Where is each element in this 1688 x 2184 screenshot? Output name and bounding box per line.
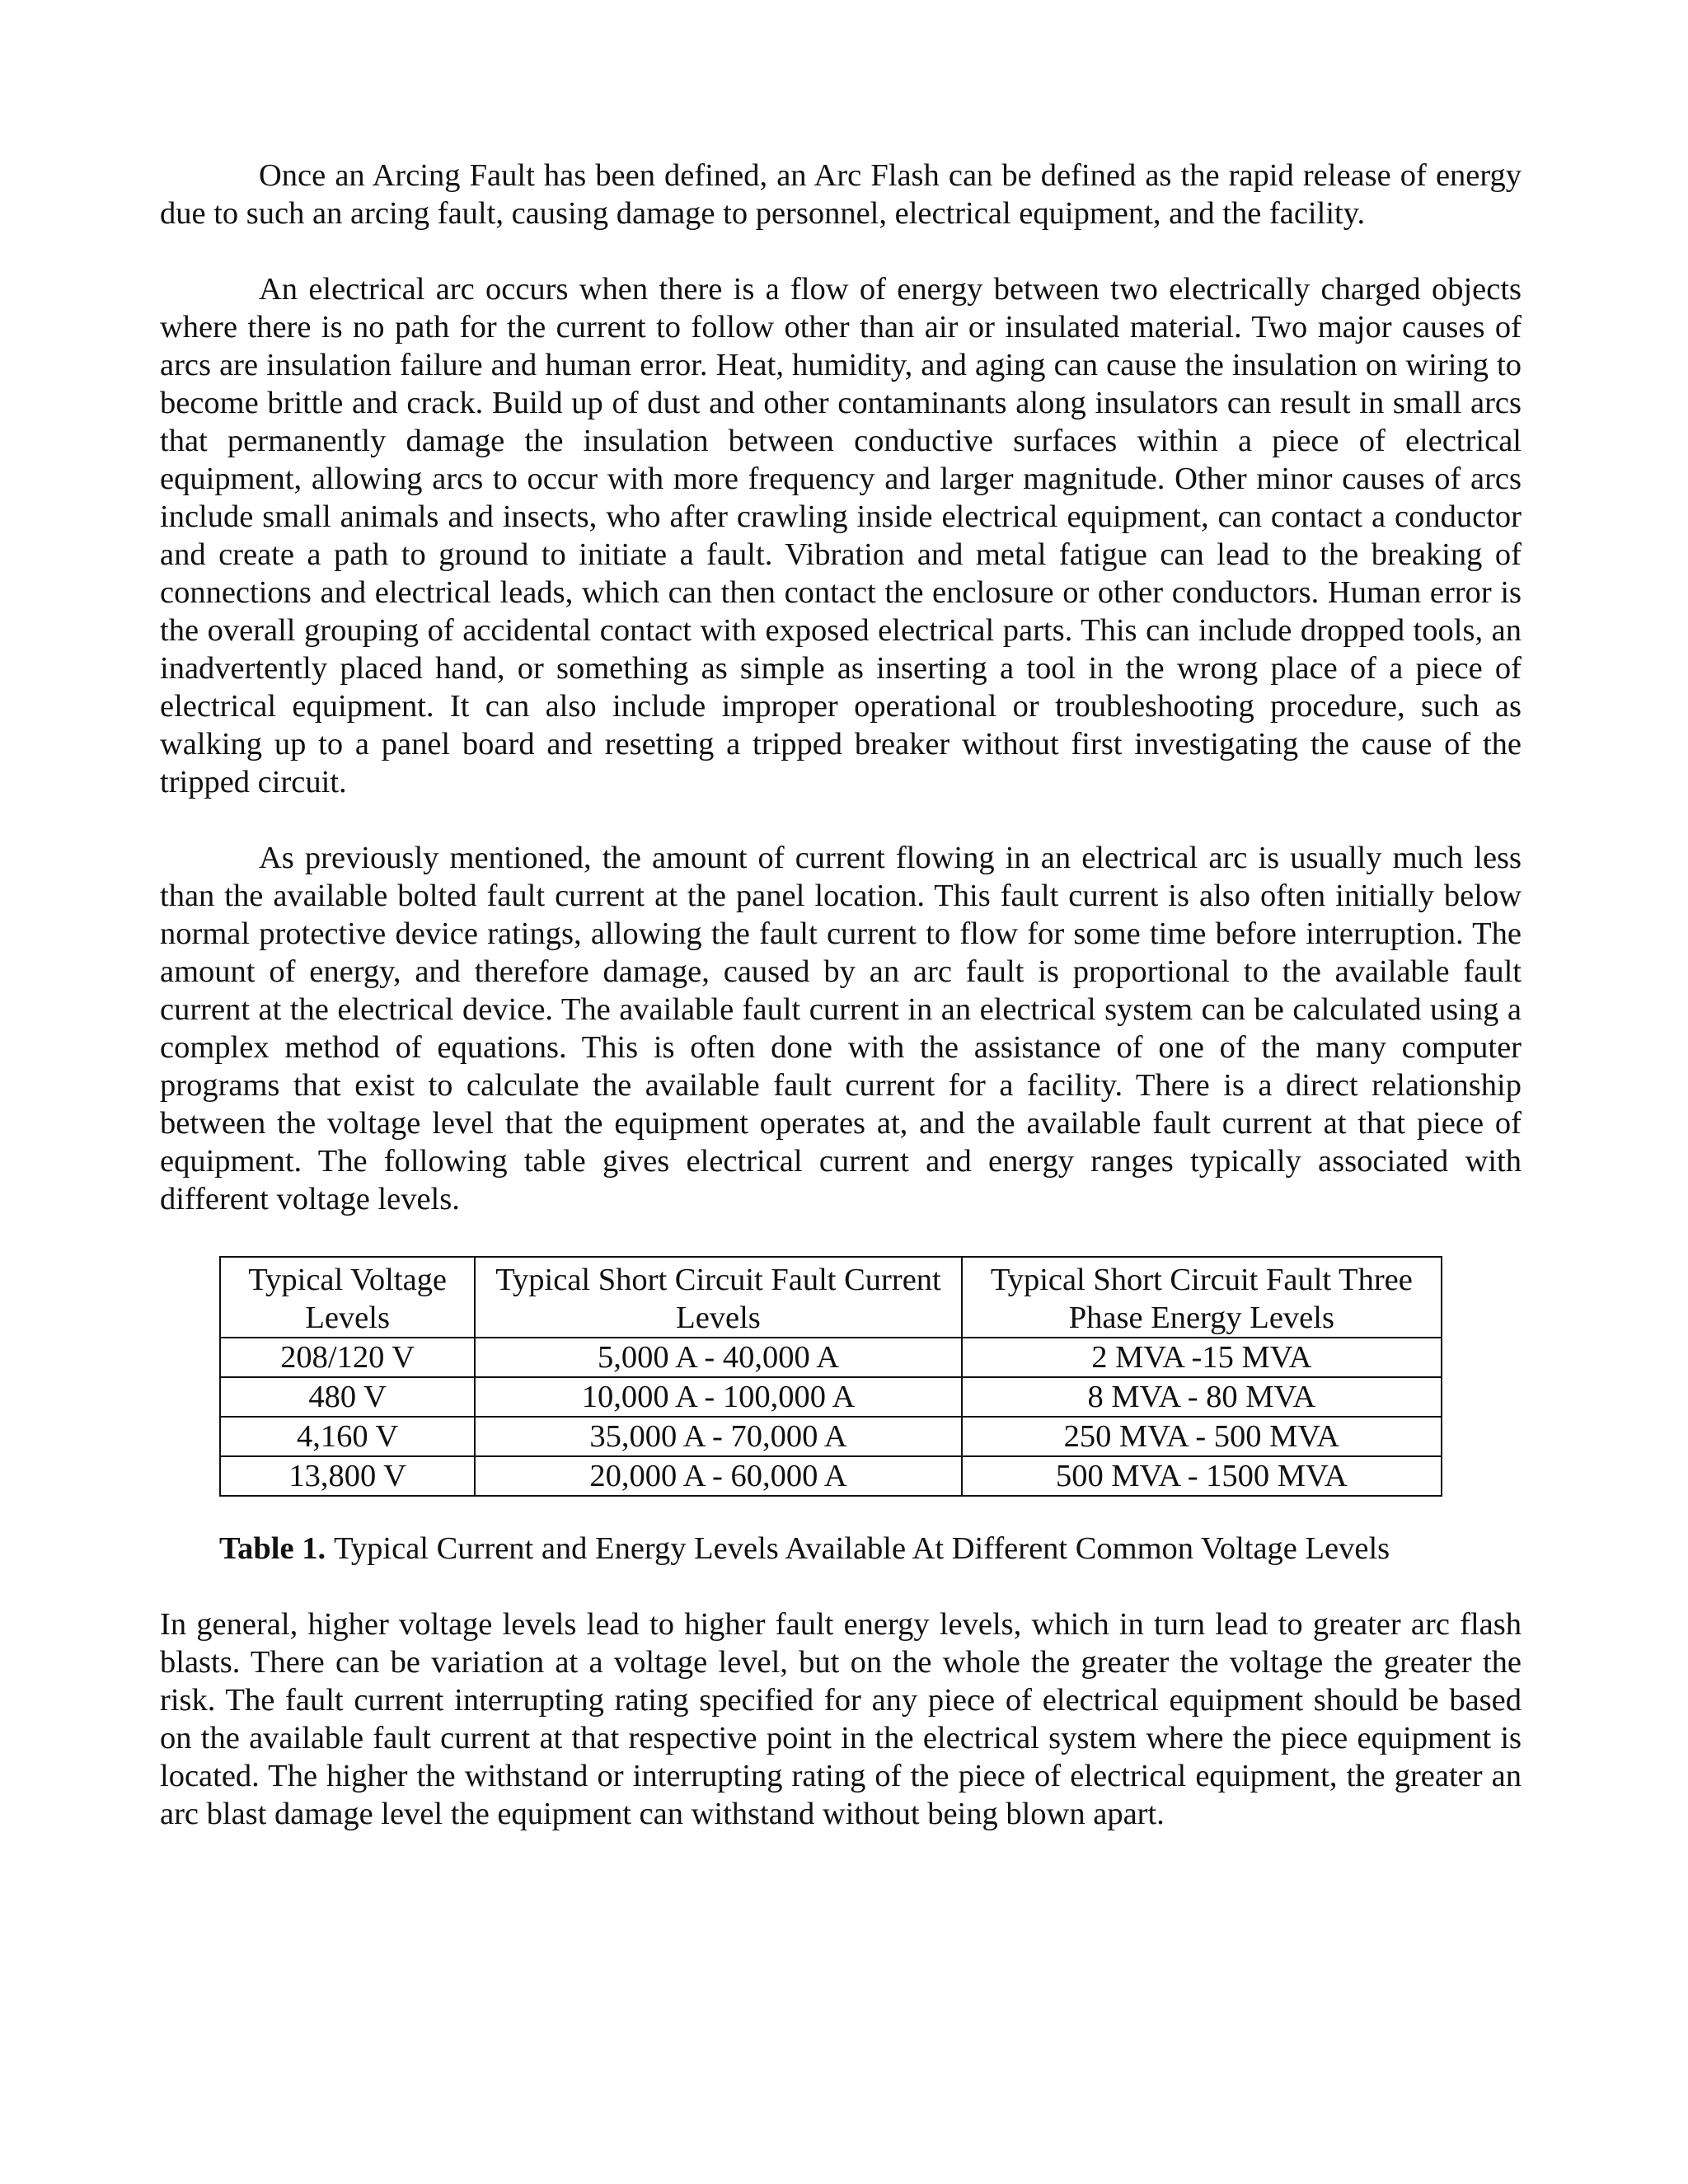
- cell-current: 5,000 A - 40,000 A: [475, 1338, 961, 1377]
- document-page: [160, 157, 1522, 1833]
- cell-energy: 8 MVA - 80 MVA: [962, 1377, 1442, 1417]
- table-caption-label: Table 1.: [219, 1531, 326, 1566]
- cell-voltage: 480 V: [220, 1377, 475, 1417]
- header-fault-current-levels: Typical Short Circuit Fault Current Levels: [475, 1257, 961, 1338]
- cell-current: 35,000 A - 70,000 A: [475, 1417, 961, 1456]
- table-row: [220, 1377, 1442, 1417]
- paragraph-arc-causes: An electrical arc occurs when there is a flow of energy between two electrically charged objects where there is no path for the current to follow other than air or insulated material. Two major causes of arcs are insulation failure and human error. Heat, humidity, and aging can cause the insulation on wiring to become brittle and crack. Build up of dust and other contaminants along insulators can result in small arcs that permanently damage the insulation between conductive surfaces within a piece of electrical equipment, allowing arcs to occur with more frequency and larger magnitude. Other minor causes of arcs include small animals and insects, who after crawling inside electrical equipment, can contact a conductor and create a path to ground to initiate a fault. Vibration and metal fatigue can lead to the breaking of connections and electrical leads, which can then contact the enclosure or other conductors. Human error is the overall grouping of accidental contact with exposed electrical parts. This can include dropped tools, an inadvertently placed hand, or something as simple as inserting a tool in the wrong place of a piece of electrical equipment. It can also include improper operational or troubleshooting procedure, such as walking up to a panel board and resetting a tripped breaker without first investigating the cause of the tripped circuit.: [160, 272, 1522, 799]
- cell-voltage: 4,160 V: [220, 1417, 475, 1456]
- table-row: [220, 1417, 1442, 1456]
- table-caption: [219, 1530, 1522, 1568]
- cell-current: 20,000 A - 60,000 A: [475, 1456, 961, 1496]
- table-caption-text: Typical Current and Energy Levels Available At Different Common Voltage Levels: [334, 1531, 1390, 1566]
- header-voltage-levels: Typical Voltage Levels: [220, 1257, 475, 1338]
- paragraph-arc-flash-definition: Once an Arcing Fault has been defined, an Arc Flash can be defined as the rapid release of energy due to such an arcing fault, causing damage to personnel, electrical equipment, and the facility.: [160, 158, 1522, 231]
- cell-energy: 250 MVA - 500 MVA: [962, 1417, 1442, 1456]
- cell-current: 10,000 A - 100,000 A: [475, 1377, 961, 1417]
- paragraph-fault-current: As previously mentioned, the amount of current flowing in an electrical arc is usually much less than the available bolted fault current at the panel location. This fault current is also often initially below normal protective device ratings, allowing the fault current to flow for some time before interruption. The amount of energy, and therefore damage, caused by an arc fault is proportional to the available fault current at the electrical device. The available fault current in an electrical system can be calculated using a complex method of equations. This is often done with the assistance of one of the many computer programs that exist to calculate the available fault current for a facility. There is a direct relationship between the voltage level that the equipment operates at, and the available fault current at that piece of equipment. The following table gives electrical current and energy ranges typically associated with different voltage levels.: [160, 841, 1522, 1216]
- cell-voltage: 208/120 V: [220, 1338, 475, 1377]
- header-energy-levels: Typical Short Circuit Fault Three Phase Energy Levels: [962, 1257, 1442, 1338]
- fault-levels-table: [219, 1256, 1442, 1497]
- table-row: [220, 1456, 1442, 1496]
- table-row: [220, 1338, 1442, 1377]
- paragraph-voltage-risk: In general, higher voltage levels lead to higher fault energy levels, which in turn lead to greater arc flash blasts. There can be variation at a voltage level, but on the whole the greater the voltage the greater the risk. The fault current interrupting rating specified for any piece of electrical equipment should be based on the available fault current at that respective point in the electrical system where the piece equipment is located. The higher the withstand or interrupting rating of the piece of electrical equipment, the greater an arc blast damage level the equipment can withstand without being blown apart.: [160, 1607, 1522, 1831]
- cell-energy: 2 MVA -15 MVA: [962, 1338, 1442, 1377]
- cell-energy: 500 MVA - 1500 MVA: [962, 1456, 1442, 1496]
- cell-voltage: 13,800 V: [220, 1456, 475, 1496]
- table-header-row: [220, 1257, 1442, 1338]
